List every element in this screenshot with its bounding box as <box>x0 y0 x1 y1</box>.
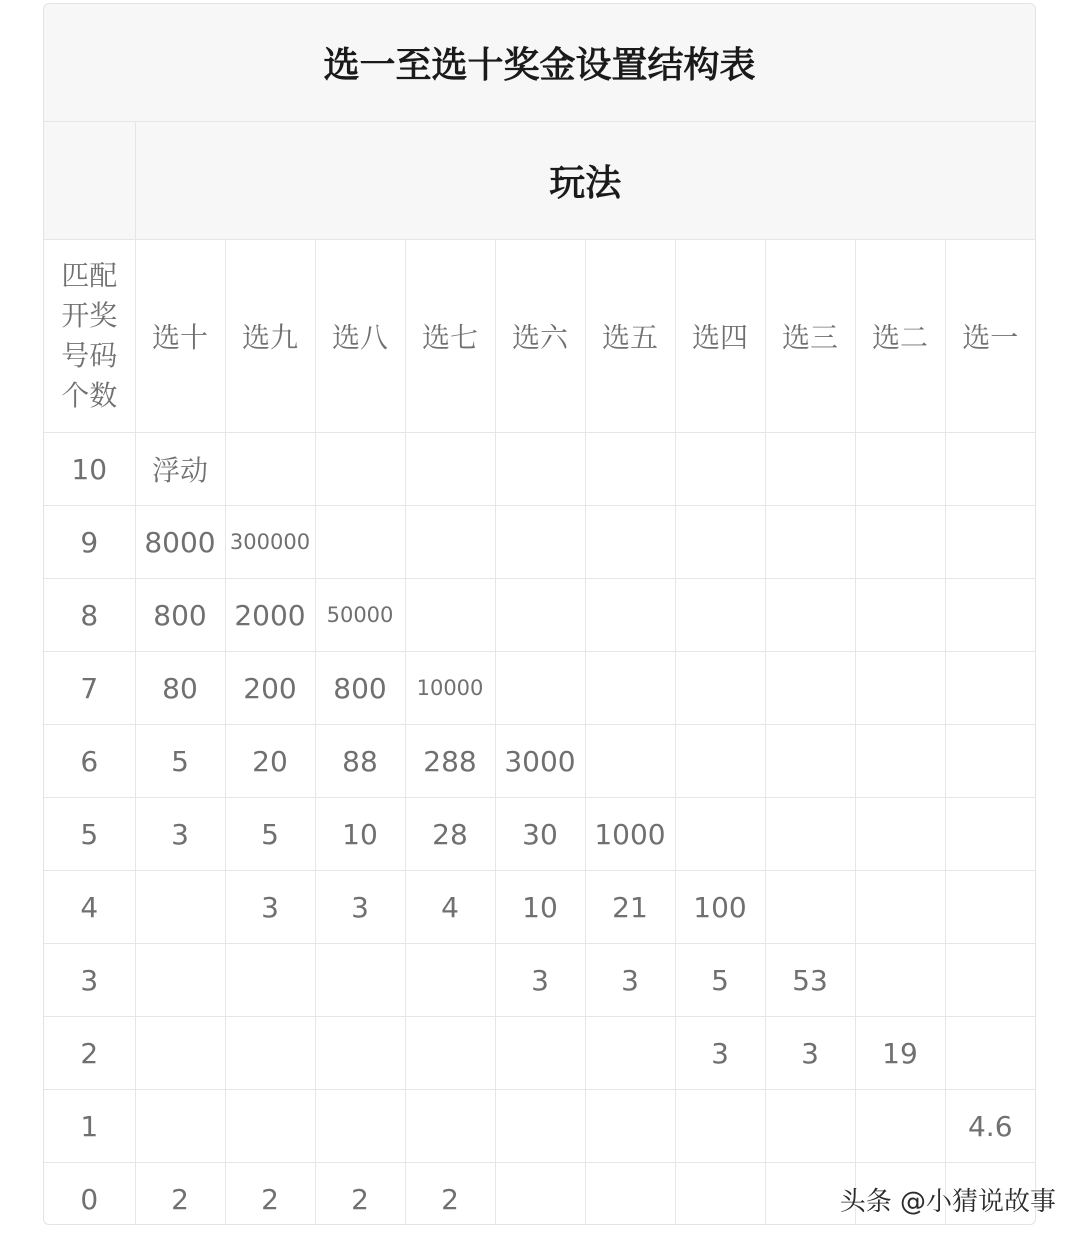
prize-cell: 200 <box>225 652 315 725</box>
prize-cell <box>315 1090 405 1163</box>
prize-cell <box>315 433 405 506</box>
prize-cell <box>945 944 1035 1017</box>
prize-cell: 1000 <box>585 798 675 871</box>
prize-cell <box>675 579 765 652</box>
prize-cell <box>765 871 855 944</box>
prize-cell: 10 <box>315 798 405 871</box>
column-header-pick-2: 选二 <box>855 240 945 433</box>
prize-cell <box>315 944 405 1017</box>
prize-cell <box>495 579 585 652</box>
prize-cell <box>765 579 855 652</box>
table-row <box>44 725 1035 798</box>
match-count-cell: 1 <box>44 1090 135 1163</box>
table-row <box>44 944 1035 1017</box>
match-count-cell: 5 <box>44 798 135 871</box>
prize-cell <box>405 944 495 1017</box>
prize-cell <box>855 871 945 944</box>
prize-cell: 30 <box>495 798 585 871</box>
prize-cell <box>675 506 765 579</box>
prize-cell: 80 <box>135 652 225 725</box>
empty-corner-cell <box>44 122 135 240</box>
match-count-cell: 10 <box>44 433 135 506</box>
column-header-pick-3: 选三 <box>765 240 855 433</box>
prize-cell <box>585 506 675 579</box>
prize-cell: 5 <box>225 798 315 871</box>
prize-cell <box>405 579 495 652</box>
prize-cell: 3 <box>315 871 405 944</box>
title-row <box>44 4 1035 122</box>
prize-cell: 2 <box>405 1163 495 1226</box>
prize-cell <box>855 579 945 652</box>
match-count-cell: 4 <box>44 871 135 944</box>
column-header-pick-7: 选七 <box>405 240 495 433</box>
prize-cell: 浮动 <box>135 433 225 506</box>
prize-structure-table-container <box>43 3 1036 1225</box>
prize-cell <box>585 433 675 506</box>
prize-cell: 2 <box>315 1163 405 1226</box>
prize-cell <box>945 798 1035 871</box>
match-count-cell: 7 <box>44 652 135 725</box>
prize-cell <box>495 506 585 579</box>
match-count-header-label: 匹配开奖号码个数 <box>61 259 118 412</box>
column-header-pick-8: 选八 <box>315 240 405 433</box>
prize-cell <box>225 1017 315 1090</box>
match-count-cell: 2 <box>44 1017 135 1090</box>
prize-cell <box>585 1017 675 1090</box>
prize-cell: 2000 <box>225 579 315 652</box>
table-row <box>44 433 1035 506</box>
prize-cell <box>765 652 855 725</box>
prize-cell: 21 <box>585 871 675 944</box>
table-body <box>44 433 1035 1226</box>
table-row <box>44 579 1035 652</box>
prize-cell: 300000 <box>225 506 315 579</box>
prize-cell: 8000 <box>135 506 225 579</box>
prize-cell: 50000 <box>315 579 405 652</box>
prize-cell: 53 <box>765 944 855 1017</box>
prize-cell <box>855 433 945 506</box>
table-row <box>44 1017 1035 1090</box>
prize-structure-table <box>44 4 1035 1225</box>
table-row <box>44 871 1035 944</box>
prize-cell <box>855 506 945 579</box>
column-header-pick-4: 选四 <box>675 240 765 433</box>
prize-cell: 10 <box>495 871 585 944</box>
prize-cell <box>585 1163 675 1226</box>
prize-cell <box>135 1090 225 1163</box>
match-count-header <box>44 240 135 433</box>
prize-cell: 19 <box>855 1017 945 1090</box>
prize-cell <box>945 871 1035 944</box>
prize-cell <box>855 798 945 871</box>
prize-cell: 3 <box>675 1017 765 1090</box>
prize-cell: 3 <box>225 871 315 944</box>
prize-cell <box>765 433 855 506</box>
prize-cell <box>765 798 855 871</box>
prize-cell: 2 <box>225 1163 315 1226</box>
prize-cell: 28 <box>405 798 495 871</box>
prize-cell: 5 <box>135 725 225 798</box>
prize-cell <box>945 579 1035 652</box>
prize-cell <box>765 1090 855 1163</box>
prize-cell <box>945 652 1035 725</box>
prize-cell <box>405 1017 495 1090</box>
prize-cell <box>675 652 765 725</box>
match-count-cell: 3 <box>44 944 135 1017</box>
group-header-row <box>44 122 1035 240</box>
prize-cell <box>225 1090 315 1163</box>
match-count-cell: 6 <box>44 725 135 798</box>
prize-cell <box>945 1017 1035 1090</box>
prize-cell <box>405 1090 495 1163</box>
prize-cell <box>495 1017 585 1090</box>
prize-cell <box>315 1017 405 1090</box>
prize-cell: 10000 <box>405 652 495 725</box>
table-row <box>44 652 1035 725</box>
prize-cell <box>225 944 315 1017</box>
prize-cell: 20 <box>225 725 315 798</box>
prize-cell <box>675 433 765 506</box>
prize-cell: 3 <box>135 798 225 871</box>
column-header-row <box>44 240 1035 433</box>
table-row <box>44 798 1035 871</box>
prize-cell: 88 <box>315 725 405 798</box>
prize-cell: 3 <box>585 944 675 1017</box>
prize-cell <box>495 433 585 506</box>
column-header-pick-1: 选一 <box>945 240 1035 433</box>
prize-cell <box>495 652 585 725</box>
prize-cell <box>135 871 225 944</box>
table-row <box>44 506 1035 579</box>
prize-cell <box>855 652 945 725</box>
prize-cell <box>675 798 765 871</box>
table-row <box>44 1090 1035 1163</box>
match-count-cell: 8 <box>44 579 135 652</box>
prize-cell: 3 <box>765 1017 855 1090</box>
prize-cell: 4.6 <box>945 1090 1035 1163</box>
prize-cell <box>945 433 1035 506</box>
prize-cell: 3 <box>495 944 585 1017</box>
prize-cell: 800 <box>135 579 225 652</box>
prize-cell: 3000 <box>495 725 585 798</box>
prize-cell <box>675 1090 765 1163</box>
prize-cell: 288 <box>405 725 495 798</box>
prize-cell <box>855 725 945 798</box>
prize-cell <box>135 1017 225 1090</box>
prize-cell <box>495 1163 585 1226</box>
prize-cell <box>405 433 495 506</box>
watermark: 头条 @小猜说故事 <box>839 1187 1056 1217</box>
prize-cell <box>495 1090 585 1163</box>
prize-cell <box>855 1090 945 1163</box>
prize-cell <box>945 506 1035 579</box>
prize-cell: 2 <box>135 1163 225 1226</box>
prize-cell <box>585 652 675 725</box>
match-count-cell: 9 <box>44 506 135 579</box>
prize-cell: 4 <box>405 871 495 944</box>
prize-cell <box>225 433 315 506</box>
column-header-pick-10: 选十 <box>135 240 225 433</box>
column-header-pick-6: 选六 <box>495 240 585 433</box>
prize-cell <box>585 725 675 798</box>
prize-cell <box>585 1090 675 1163</box>
prize-cell <box>315 506 405 579</box>
prize-cell <box>585 579 675 652</box>
table-title: 选一至选十奖金设置结构表 <box>44 4 1035 122</box>
prize-cell <box>765 725 855 798</box>
prize-cell <box>675 1163 765 1226</box>
column-header-pick-9: 选九 <box>225 240 315 433</box>
prize-cell <box>405 506 495 579</box>
prize-cell <box>855 944 945 1017</box>
prize-cell <box>945 725 1035 798</box>
play-type-group-header: 玩法 <box>135 122 1035 240</box>
prize-cell: 100 <box>675 871 765 944</box>
prize-cell <box>765 506 855 579</box>
column-header-pick-5: 选五 <box>585 240 675 433</box>
prize-cell <box>675 725 765 798</box>
prize-cell: 800 <box>315 652 405 725</box>
prize-cell: 5 <box>675 944 765 1017</box>
prize-cell <box>135 944 225 1017</box>
match-count-cell: 0 <box>44 1163 135 1226</box>
